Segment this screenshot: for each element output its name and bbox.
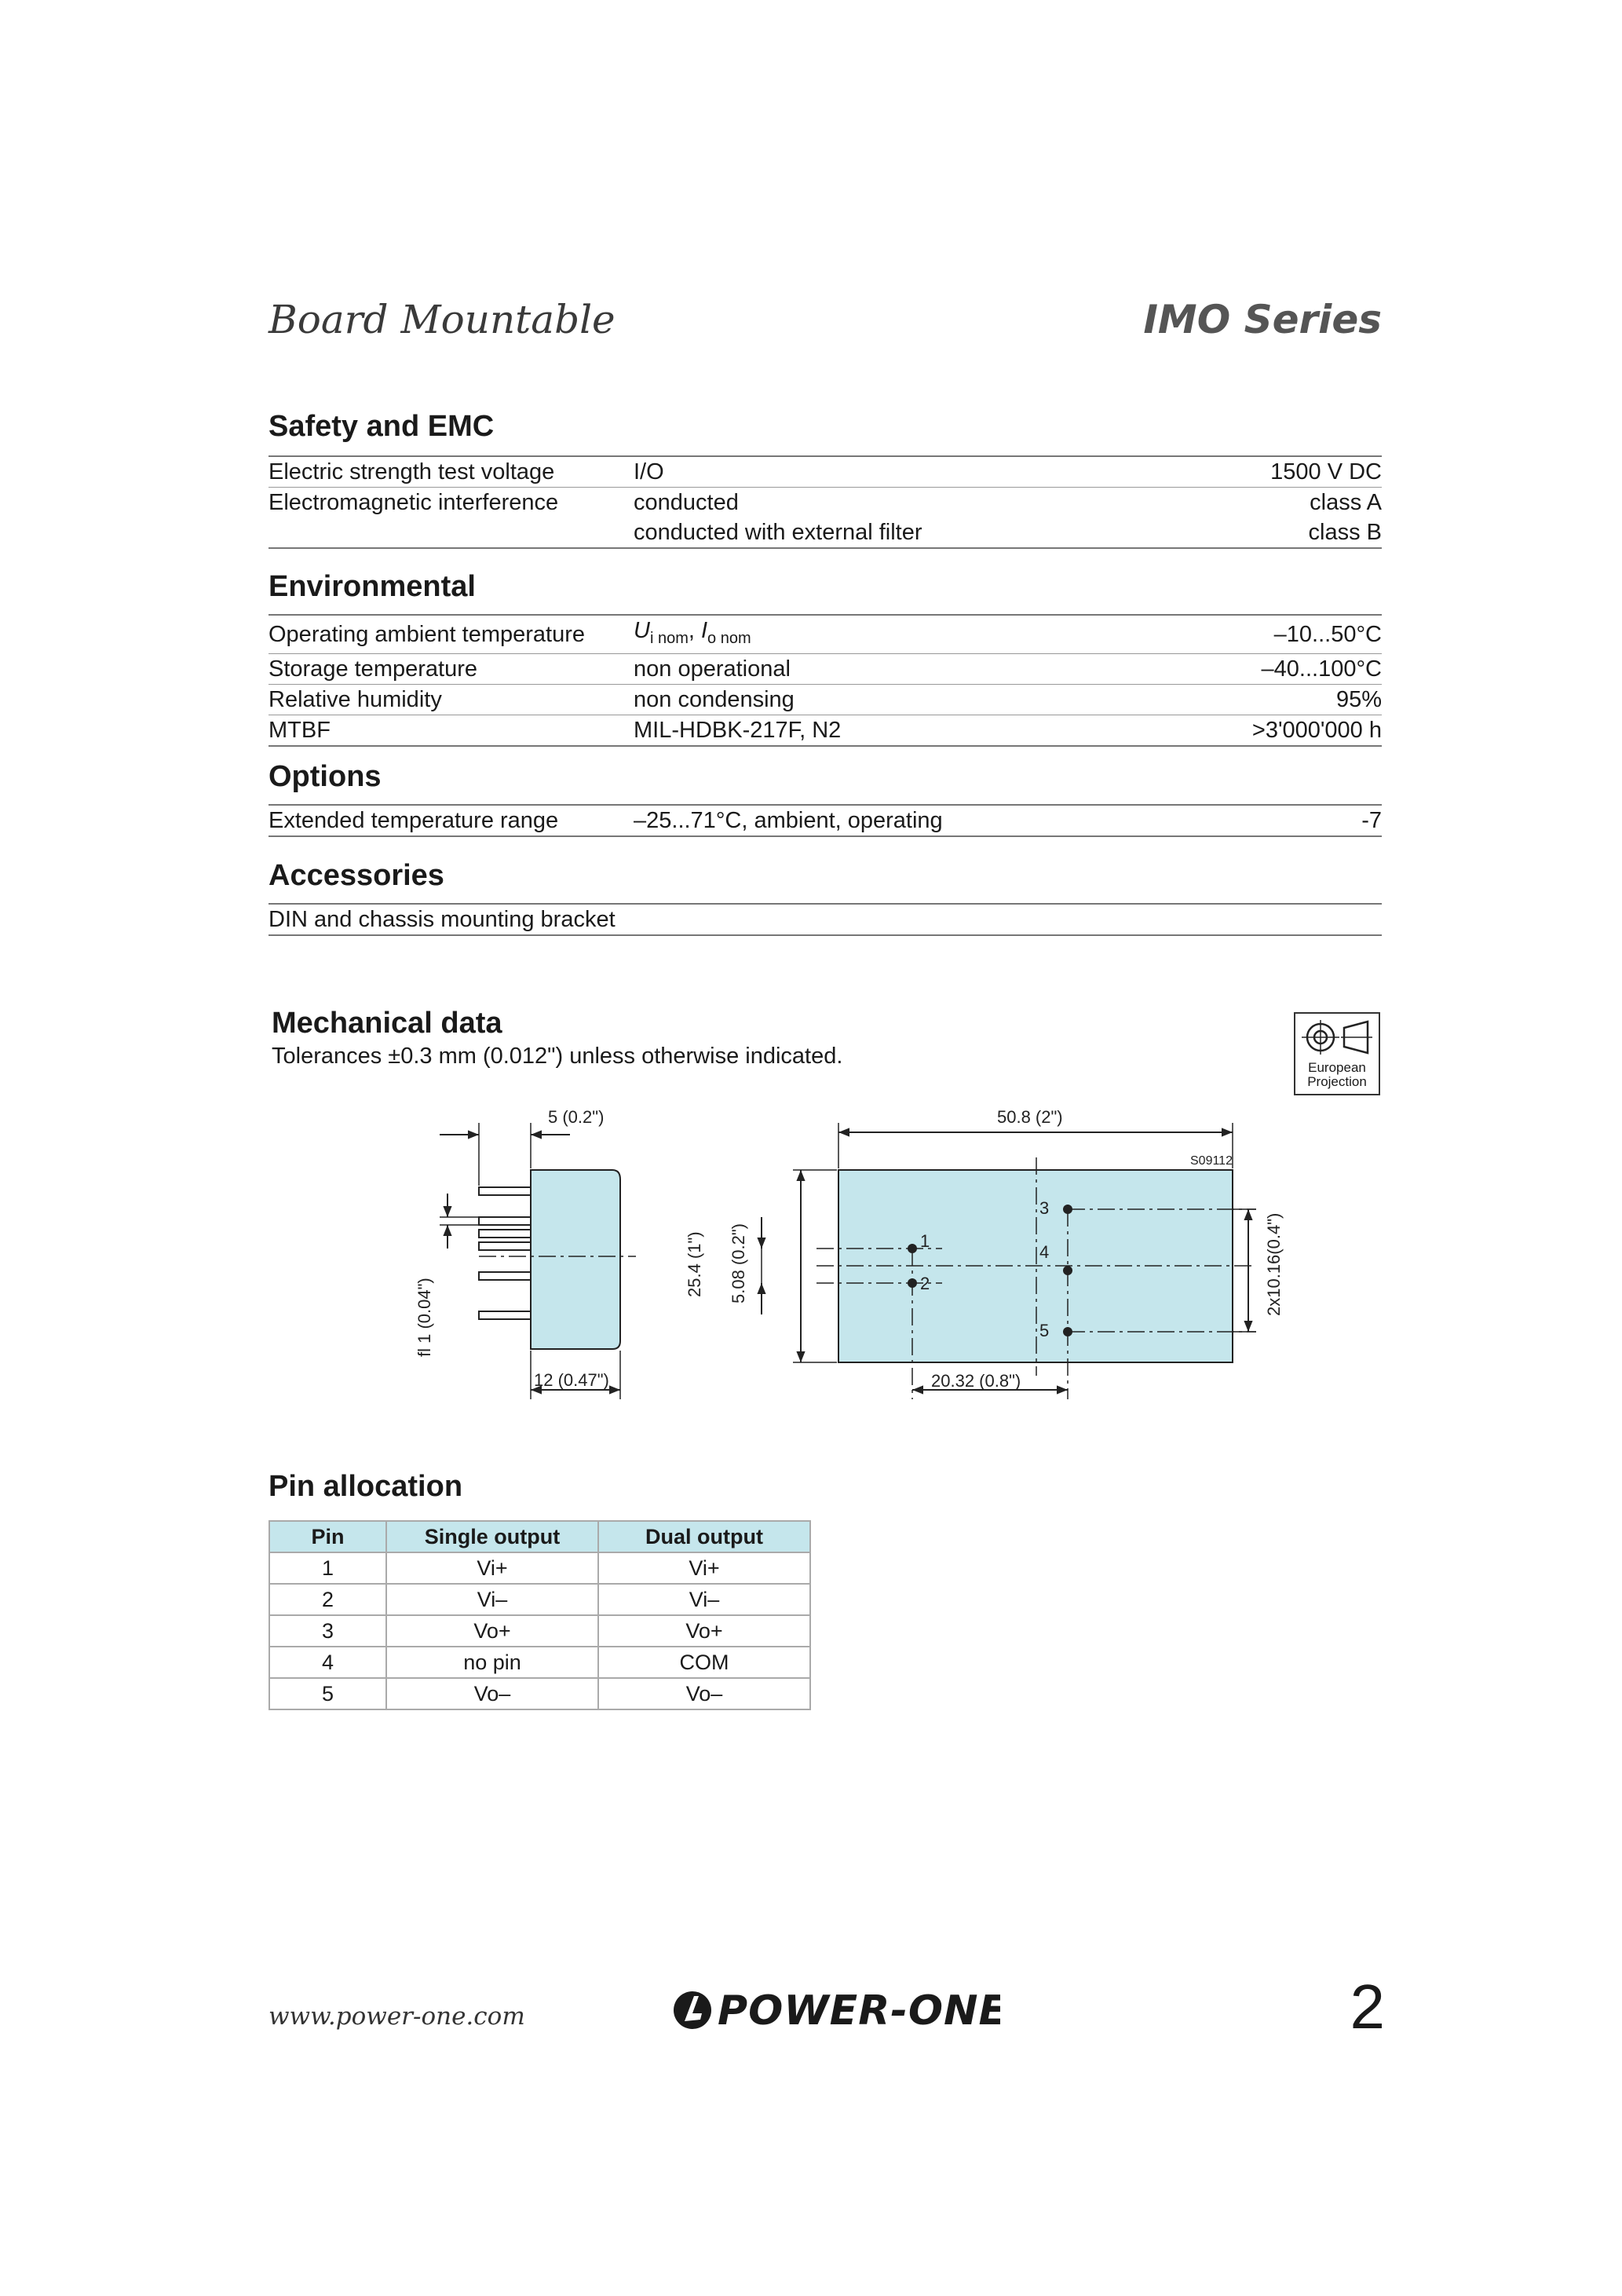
- projection-label-line1: European: [1308, 1060, 1366, 1075]
- pin-allocation-title: Pin allocation: [269, 1470, 463, 1503]
- table-row: [269, 904, 1382, 935]
- logo-text: POWER-ONE: [718, 1987, 1000, 2035]
- dual-cell: Vi+: [598, 1552, 810, 1584]
- table-row: [269, 805, 1382, 836]
- pin-label-4: 4: [1039, 1242, 1050, 1262]
- safety-title: Safety and EMC: [269, 410, 495, 443]
- value-cell: class A: [1174, 488, 1382, 518]
- pin-cell: 5: [269, 1678, 386, 1709]
- table-row: [269, 1552, 810, 1584]
- param-cell: Electric strength test voltage: [269, 456, 634, 488]
- cond-cell: conducted: [634, 488, 1174, 518]
- cond-cell: non condensing: [634, 684, 1094, 715]
- header-dual-output: Dual output: [598, 1521, 810, 1552]
- value-cell: –40...100°C: [1094, 653, 1382, 684]
- mechanical-title: Mechanical data: [272, 1007, 502, 1040]
- cond-cell: MIL-HDBK-217F, N2: [634, 715, 1094, 746]
- dual-cell: Vo+: [598, 1615, 810, 1647]
- table-row: [269, 456, 1382, 488]
- dual-cell: COM: [598, 1647, 810, 1678]
- value-cell: class B: [1174, 517, 1382, 548]
- value-cell: 95%: [1094, 684, 1382, 715]
- param-cell: Electromagnetic interference: [269, 488, 634, 518]
- pin-cell: 3: [269, 1615, 386, 1647]
- table-row: [269, 1678, 810, 1709]
- logo-graphic: [670, 1982, 1000, 2037]
- header-pin: Pin: [269, 1521, 386, 1552]
- header-left-title: Board Mountable: [269, 297, 616, 342]
- single-cell: no pin: [386, 1647, 598, 1678]
- cond-cell: –25...71°C, ambient, operating: [634, 805, 1335, 836]
- dim-out-pin-spacing: 2x10.16(0.4"): [1264, 1212, 1284, 1316]
- param-cell: DIN and chassis mounting bracket: [269, 904, 1382, 935]
- dual-cell: Vo–: [598, 1678, 810, 1709]
- table-row: [269, 615, 1382, 653]
- dim-pin-row-distance: 20.32 (0.8"): [931, 1371, 1021, 1391]
- table-row: [269, 1584, 810, 1615]
- table-row: [269, 1615, 810, 1647]
- safety-table: [269, 455, 1382, 549]
- projection-icon: [1295, 1014, 1379, 1061]
- i-symbol: I: [700, 618, 708, 643]
- header-single-output: Single output: [386, 1521, 598, 1552]
- single-cell: Vo+: [386, 1615, 598, 1647]
- footer-url[interactable]: www.power-one.com: [269, 2002, 525, 2031]
- side-view-body: [531, 1170, 620, 1349]
- dim-depth: 12 (0.47"): [534, 1370, 609, 1390]
- table-row: [269, 715, 1382, 746]
- dual-cell: Vi–: [598, 1584, 810, 1615]
- cond-cell: [634, 615, 1094, 653]
- dim-height: 25.4 (1"): [685, 1231, 704, 1297]
- european-projection-symbol: [1294, 1012, 1380, 1095]
- pin-cell: 1: [269, 1552, 386, 1584]
- u-symbol: U: [634, 618, 650, 643]
- param-cell: Storage temperature: [269, 653, 634, 684]
- header-right-title: IMO Series: [1143, 297, 1382, 342]
- value-cell: >3'000'000 h: [1094, 715, 1382, 746]
- param-cell: Extended temperature range: [269, 805, 634, 836]
- param-cell: MTBF: [269, 715, 634, 746]
- cond-cell: conducted with external filter: [634, 517, 1174, 548]
- drawing-ref: S09112: [1190, 1154, 1233, 1168]
- table-row: [269, 488, 1382, 518]
- single-cell: Vi–: [386, 1584, 598, 1615]
- pin-label-5: 5: [1039, 1321, 1050, 1340]
- page-number: 2: [1350, 1972, 1385, 2042]
- pin-cell: 2: [269, 1584, 386, 1615]
- param-cell: Relative humidity: [269, 684, 634, 715]
- dim-pin-diameter: fl 1 (0.04"): [415, 1278, 434, 1357]
- single-cell: Vi+: [386, 1552, 598, 1584]
- pin-label-2: 2: [920, 1274, 930, 1293]
- dim-length: 50.8 (2"): [997, 1107, 1063, 1127]
- single-cell: Vo–: [386, 1678, 598, 1709]
- table-row: [269, 1647, 810, 1678]
- param-cell: Operating ambient temperature: [269, 615, 634, 653]
- options-table: [269, 804, 1382, 837]
- param-cell: [269, 517, 634, 548]
- projection-label-line2: Projection: [1307, 1074, 1367, 1089]
- table-header-row: [269, 1521, 810, 1552]
- environmental-title: Environmental: [269, 570, 476, 603]
- cond-cell: non operational: [634, 653, 1094, 684]
- value-cell: -7: [1335, 805, 1382, 836]
- dim-in-pin-spacing: 5.08 (0.2"): [729, 1223, 748, 1303]
- accessories-table: [269, 903, 1382, 936]
- power-one-logo: [670, 1982, 1000, 2041]
- value-cell: –10...50°C: [1094, 615, 1382, 653]
- table-row: [269, 653, 1382, 684]
- options-title: Options: [269, 760, 382, 793]
- environmental-table: [269, 614, 1382, 747]
- cond-cell: I/O: [634, 456, 1174, 488]
- pin-cell: 4: [269, 1647, 386, 1678]
- pin-label-3: 3: [1039, 1198, 1050, 1218]
- i-subscript: o nom: [707, 629, 751, 647]
- side-view-pins: [479, 1187, 531, 1319]
- pin-label-1: 1: [920, 1231, 930, 1251]
- table-row: [269, 517, 1382, 548]
- u-subscript: i nom: [649, 629, 689, 647]
- value-cell: 1500 V DC: [1174, 456, 1382, 488]
- table-row: [269, 684, 1382, 715]
- tolerance-note: Tolerances ±0.3 mm (0.012") unless otherwise indicated.: [272, 1044, 843, 1069]
- mechanical-drawing: [393, 1091, 1295, 1421]
- cond-separator: ,: [688, 618, 701, 643]
- dim-pin-length: 5 (0.2"): [548, 1107, 605, 1127]
- accessories-title: Accessories: [269, 859, 444, 892]
- pin-allocation-table: [269, 1520, 811, 1710]
